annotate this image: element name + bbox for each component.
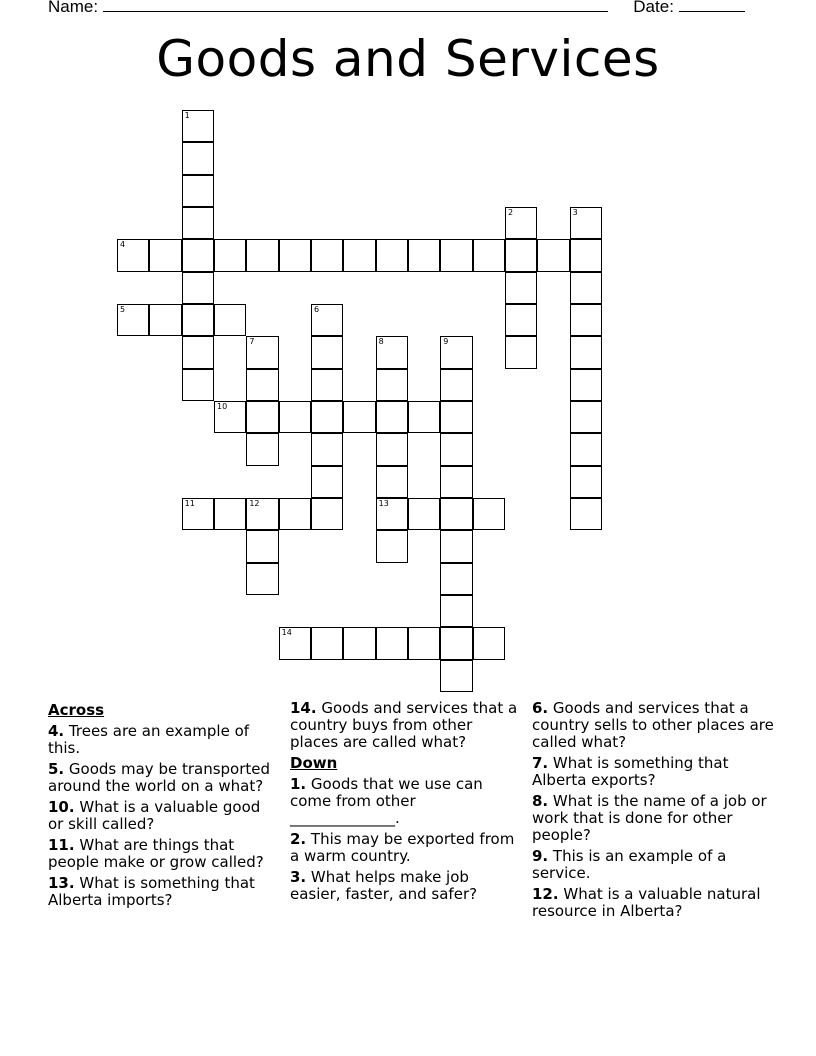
clue-down-2 <box>290 831 520 865</box>
grid-cell[interactable] <box>440 498 472 530</box>
grid-cell[interactable] <box>440 563 472 595</box>
grid-cell[interactable] <box>182 304 214 336</box>
clue-number: 2. <box>290 830 307 848</box>
clue-down-9 <box>532 848 782 882</box>
grid-cell[interactable] <box>117 304 149 336</box>
clue-text: What helps make job easier, faster, and safer? <box>290 868 478 903</box>
clue-text: What is a valuable natural resource in Alberta? <box>532 885 761 920</box>
grid-cell[interactable] <box>570 239 602 271</box>
down-heading: Down <box>290 754 338 772</box>
grid-cell[interactable] <box>473 627 505 659</box>
clue-number: 10. <box>48 798 75 816</box>
grid-cell[interactable] <box>214 239 246 271</box>
grid-cell[interactable] <box>311 369 343 401</box>
clue-across-5 <box>48 761 278 795</box>
grid-cell[interactable] <box>505 336 537 368</box>
clue-text: What is the name of a job or work that is done for other people? <box>532 792 767 844</box>
name-date-line <box>48 0 745 17</box>
grid-cell[interactable] <box>376 433 408 465</box>
grid-cell[interactable] <box>376 239 408 271</box>
clue-across-10 <box>48 799 278 833</box>
clue-down-12 <box>532 886 782 920</box>
cell-number: 13 <box>378 498 389 508</box>
grid-cell[interactable] <box>570 369 602 401</box>
clue-across-4 <box>48 723 278 757</box>
clue-number: 13. <box>48 874 75 892</box>
cell-number: 11 <box>184 498 195 508</box>
clues-column-3 <box>532 700 782 924</box>
grid-cell[interactable] <box>246 498 278 530</box>
clue-number: 7. <box>532 754 549 772</box>
grid-cell[interactable] <box>182 498 214 530</box>
grid-cell[interactable] <box>570 433 602 465</box>
grid-cell[interactable] <box>311 336 343 368</box>
clue-number: 6. <box>532 699 549 717</box>
clue-text: Goods may be transported around the world on a what? <box>48 760 271 795</box>
grid-cell[interactable] <box>343 627 375 659</box>
clue-down-8 <box>532 793 782 844</box>
clue-down-3 <box>290 869 520 903</box>
clue-text: This may be exported from a warm country. <box>290 830 515 865</box>
clue-across-13 <box>48 875 278 909</box>
grid-cell[interactable] <box>473 239 505 271</box>
grid-cell[interactable] <box>408 498 440 530</box>
grid-cell[interactable] <box>440 401 472 433</box>
clue-text: Goods and services that a country sells to other places are called what? <box>532 699 774 751</box>
grid-cell[interactable] <box>570 272 602 304</box>
grid-cell[interactable] <box>214 401 246 433</box>
clue-down-7 <box>532 755 782 789</box>
grid-cell[interactable] <box>246 433 278 465</box>
grid-cell[interactable] <box>376 336 408 368</box>
clues-column-1 <box>48 700 278 913</box>
name-field[interactable] <box>103 0 608 12</box>
grid-cell[interactable] <box>311 498 343 530</box>
grid-cell[interactable] <box>311 304 343 336</box>
grid-cell[interactable] <box>440 627 472 659</box>
clue-text: What is something that Alberta exports? <box>532 754 729 789</box>
cell-number: 3 <box>572 207 578 217</box>
grid-cell[interactable] <box>246 369 278 401</box>
grid-cell[interactable] <box>311 401 343 433</box>
grid-cell[interactable] <box>440 595 472 627</box>
grid-cell[interactable] <box>311 239 343 271</box>
clue-text: This is an example of a service. <box>532 847 727 882</box>
grid-cell[interactable] <box>182 239 214 271</box>
grid-cell[interactable] <box>440 660 472 692</box>
grid-cell[interactable] <box>570 401 602 433</box>
grid-cell[interactable] <box>343 239 375 271</box>
page-title: Goods and Services <box>156 30 660 88</box>
clue-number: 5. <box>48 760 65 778</box>
clue-number: 12. <box>532 885 559 903</box>
grid-cell[interactable] <box>440 369 472 401</box>
grid-cell[interactable] <box>246 530 278 562</box>
grid-cell[interactable] <box>279 498 311 530</box>
clues-column-2 <box>290 700 520 907</box>
clue-text: What is a valuable good or skill called? <box>48 798 261 833</box>
grid-cell[interactable] <box>376 466 408 498</box>
grid-cell[interactable] <box>570 207 602 239</box>
grid-cell[interactable] <box>408 239 440 271</box>
cell-number: 14 <box>281 628 292 638</box>
grid-cell[interactable] <box>570 336 602 368</box>
grid-cell[interactable] <box>182 207 214 239</box>
grid-cell[interactable] <box>440 239 472 271</box>
grid-cell[interactable] <box>311 627 343 659</box>
grid-cell[interactable] <box>246 401 278 433</box>
grid-cell[interactable] <box>408 627 440 659</box>
grid-cell[interactable] <box>311 466 343 498</box>
clue-down-6 <box>532 700 782 751</box>
clue-number: 14. <box>290 699 317 717</box>
clue-number: 11. <box>48 836 75 854</box>
name-label: Name: <box>48 0 99 16</box>
across-heading: Across <box>48 701 105 719</box>
clue-number: 3. <box>290 868 307 886</box>
grid-cell[interactable] <box>279 401 311 433</box>
grid-cell[interactable] <box>505 239 537 271</box>
grid-cell[interactable] <box>376 498 408 530</box>
grid-cell[interactable] <box>537 239 569 271</box>
grid-cell[interactable] <box>149 304 181 336</box>
clue-number: 4. <box>48 722 65 740</box>
grid-cell[interactable] <box>149 239 181 271</box>
clue-text: Goods that we use can come from other ______________. <box>290 775 483 827</box>
clue-number: 8. <box>532 792 549 810</box>
grid-cell[interactable] <box>182 175 214 207</box>
clue-text: What are things that people make or grow called? <box>48 836 264 871</box>
clue-text: Trees are an example of this. <box>48 722 250 757</box>
cell-number: 1 <box>184 111 190 120</box>
grid-cell[interactable] <box>214 498 246 530</box>
grid-cell[interactable] <box>505 272 537 304</box>
grid-cell[interactable] <box>440 466 472 498</box>
clue-down-1 <box>290 776 520 827</box>
cell-number: 10 <box>216 401 228 411</box>
grid-cell[interactable] <box>182 369 214 401</box>
grid-cell[interactable] <box>473 498 505 530</box>
grid-cell[interactable] <box>570 498 602 530</box>
cell-number: 9 <box>443 337 449 347</box>
crossword-grid <box>117 110 602 692</box>
grid-cell[interactable] <box>182 336 214 368</box>
grid-cell[interactable] <box>376 401 408 433</box>
date-field[interactable] <box>679 0 745 12</box>
cell-number: 12 <box>249 498 260 508</box>
grid-cell[interactable] <box>182 142 214 174</box>
grid-cell[interactable] <box>570 304 602 336</box>
grid-cell[interactable] <box>440 433 472 465</box>
clue-text: What is something that Alberta imports? <box>48 874 255 909</box>
grid-cell[interactable] <box>182 272 214 304</box>
grid-cell[interactable] <box>376 530 408 562</box>
cell-number: 4 <box>120 240 126 250</box>
grid-cell[interactable] <box>505 207 537 239</box>
clue-across-14 <box>290 700 520 751</box>
grid-cell[interactable] <box>182 110 214 142</box>
grid-cell[interactable] <box>440 530 472 562</box>
grid-cell[interactable] <box>117 239 149 271</box>
cell-number: 5 <box>120 304 126 314</box>
grid-cell[interactable] <box>376 369 408 401</box>
cell-number: 7 <box>249 337 255 347</box>
grid-cell[interactable] <box>246 239 278 271</box>
grid-cell[interactable] <box>279 239 311 271</box>
grid-cell[interactable] <box>214 304 246 336</box>
clue-number: 9. <box>532 847 549 865</box>
cell-number: 6 <box>313 304 320 314</box>
grid-cell[interactable] <box>408 401 440 433</box>
date-label: Date: <box>633 0 674 16</box>
clue-across-11 <box>48 837 278 871</box>
grid-cell[interactable] <box>505 304 537 336</box>
clue-number: 1. <box>290 775 307 793</box>
cell-number: 8 <box>378 337 384 347</box>
grid-cell[interactable] <box>246 336 278 368</box>
grid-cell[interactable] <box>440 336 472 368</box>
grid-cell[interactable] <box>570 466 602 498</box>
grid-cell[interactable] <box>246 563 278 595</box>
grid-cell[interactable] <box>279 627 311 659</box>
clue-text: Goods and services that a country buys from other places are called what? <box>290 699 518 751</box>
grid-cell[interactable] <box>343 401 375 433</box>
cell-number: 2 <box>507 207 514 217</box>
grid-cell[interactable] <box>311 433 343 465</box>
grid-cell[interactable] <box>376 627 408 659</box>
